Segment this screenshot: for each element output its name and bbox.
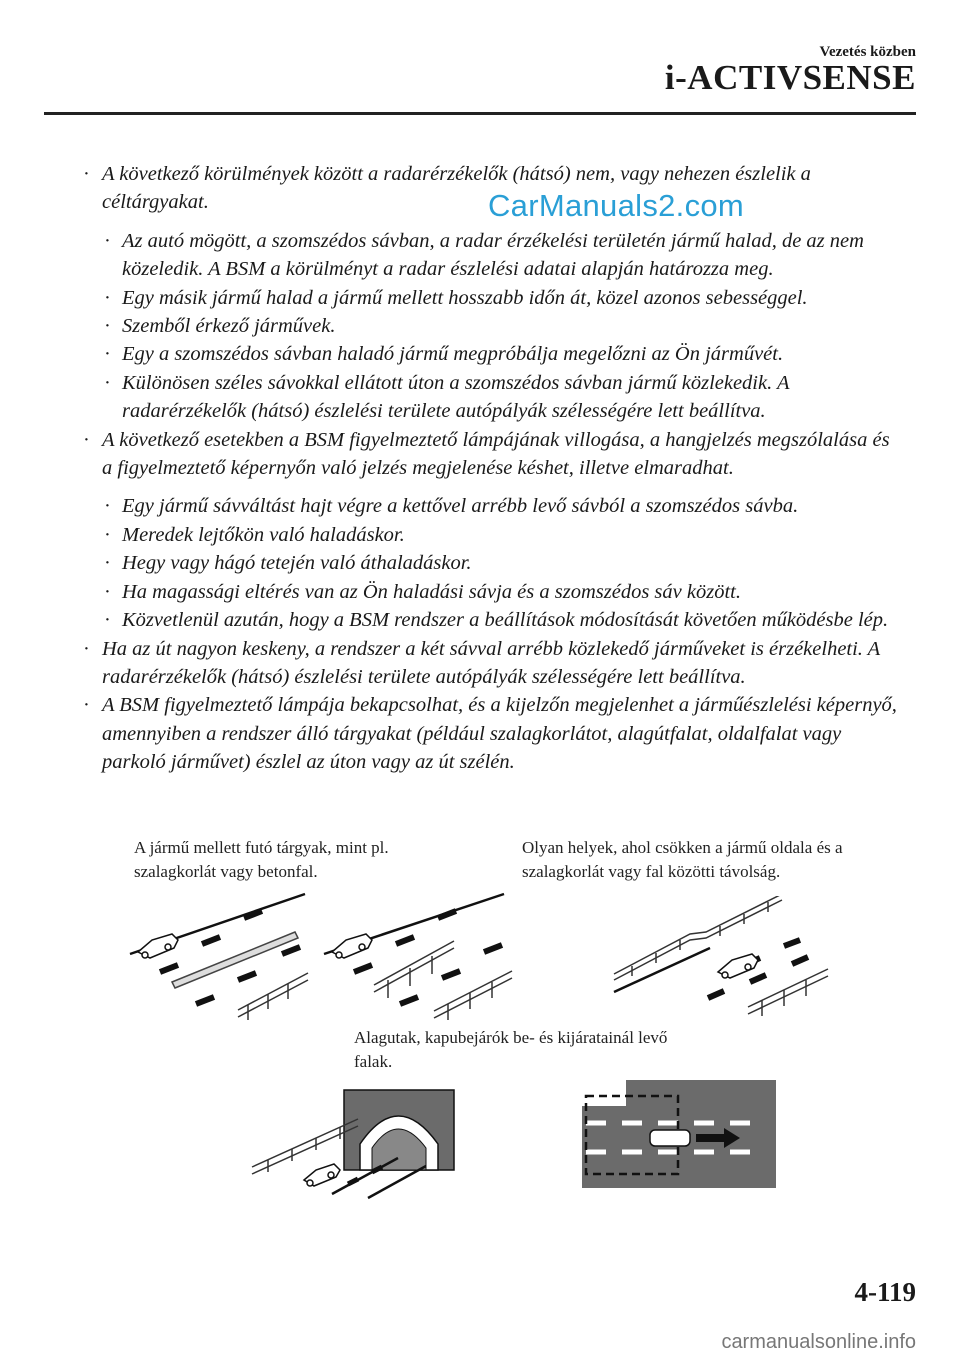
bullet: · bbox=[104, 371, 111, 394]
sub-list-item bbox=[80, 549, 900, 577]
page-number: 4-119 bbox=[854, 1277, 916, 1307]
caption-narrow-road: Olyan helyek, ahol csökken a jármű oldala és a szalagkorlát vagy fal közötti távolság. bbox=[522, 838, 843, 881]
list-item bbox=[80, 691, 900, 776]
list-item-text: Ha az út nagyon keskeny, a rendszer a két sávval arrébb közlekedő járműveket is érzékelheti. A radarérzékelők (hátsó) észlelési területe autópályák szélességére lett beállítva. bbox=[102, 637, 880, 688]
illustration-gate-entrance bbox=[582, 1078, 782, 1190]
chapter-title: i-ACTIVSENSE bbox=[664, 58, 916, 97]
list-item-text: A következő esetekben a BSM figyelmeztető lámpájának villogása, a hangjelzés megszólalása és a figyelmeztető képernyőn való jelzés megjelenése késhet, illetve elmaradhat. bbox=[102, 428, 890, 480]
list-item bbox=[80, 426, 900, 483]
bullet: · bbox=[104, 580, 111, 603]
sub-item-text: Különösen széles sávokkal ellátott úton a szomszédos sávban jármű közlekedik. A radarérzékelők (hátsó) észlelési területe autópályák szélességére lett beállítva. bbox=[122, 371, 790, 423]
sub-item-text: Közvetlenül azután, hogy a BSM rendszer a beállítások módosítását követően működésbe lép. bbox=[122, 609, 889, 632]
sub-list-item bbox=[80, 312, 900, 340]
site-watermark: carmanualsonline.info bbox=[721, 1331, 916, 1353]
illustration-road-guardrails bbox=[314, 892, 514, 1024]
list-item bbox=[80, 635, 900, 692]
bullet: · bbox=[104, 229, 111, 252]
sub-item-text: Hegy vagy hágó tetején való áthaladáskor. bbox=[122, 552, 472, 575]
sub-list-item bbox=[80, 227, 900, 284]
sub-list-item bbox=[80, 340, 900, 368]
sub-list-item bbox=[80, 492, 900, 520]
bullet: · bbox=[83, 163, 90, 185]
bullet: · bbox=[104, 286, 111, 309]
caption-side-objects: A jármű mellett futó tárgyak, mint pl. szalagkorlát vagy betonfal. bbox=[134, 838, 389, 881]
bullet: · bbox=[83, 428, 90, 451]
sub-item-text: Egy a szomszédos sávban haladó jármű megpróbálja megelőzni az Ön járművét. bbox=[122, 343, 784, 366]
bullet: · bbox=[104, 609, 111, 632]
header-divider bbox=[44, 112, 916, 115]
sub-item-text: Az autó mögött, a szomszédos sávban, a radar érzékelési területén jármű halad, de az nem közeledik. A BSM a körülményt a radar észlelési adatai alapján határozza meg. bbox=[122, 229, 864, 281]
bullet: · bbox=[83, 694, 90, 717]
sub-item-text: Ha magassági eltérés van az Ön haladási sávja és a szomszédos sáv között. bbox=[122, 580, 741, 603]
sub-item-text: Egy jármű sávváltást hajt végre a kettővel arrébb levő sávból a szomszédos sávba. bbox=[122, 495, 799, 518]
bullet: · bbox=[104, 495, 111, 518]
section-title: Vezetés közben bbox=[819, 44, 916, 60]
sub-list-item bbox=[80, 369, 900, 426]
bullet: · bbox=[83, 637, 90, 660]
sub-list-item bbox=[80, 284, 900, 312]
watermark: CarManuals2.com bbox=[488, 188, 745, 223]
body-content bbox=[80, 160, 900, 777]
bullet: · bbox=[104, 343, 111, 366]
bullet: · bbox=[104, 552, 111, 575]
sub-list-item bbox=[80, 606, 900, 634]
illustration-tunnel bbox=[248, 1086, 458, 1202]
list-item-text: A BSM figyelmeztető lámpája bekapcsolhat, és a kijelzőn megjelenhet a járműészlelési képernyő, amennyiben a rendszer álló tárgyakat (például szalagkorlátot, alagútfalat, oldalfalat vagy parkoló járművet) észlel az úton vagy az út szélén. bbox=[102, 694, 897, 774]
sub-list-item bbox=[80, 578, 900, 606]
sub-item-text: Meredek lejtőkön való haladáskor. bbox=[122, 523, 405, 546]
sub-item-text: Szemből érkező járművek. bbox=[122, 315, 336, 338]
sub-item-text: Egy másik jármű halad a jármű mellett hosszabb időn át, közel azonos sebességgel. bbox=[122, 286, 808, 309]
list-item-text: A következő körülmények között a radarérzékelők (hátsó) nem, vagy nehezen észlelik a céltárgyakat. bbox=[102, 163, 811, 214]
bullet: · bbox=[104, 523, 111, 546]
bullet: · bbox=[104, 315, 111, 338]
caption-tunnel-walls: Alagutak, kapubejárók be- és kijáratainál levő falak. bbox=[354, 1028, 668, 1071]
illustration-narrow-road bbox=[610, 896, 830, 1028]
sub-list-item bbox=[80, 521, 900, 549]
illustration-road-wall bbox=[120, 892, 310, 1024]
